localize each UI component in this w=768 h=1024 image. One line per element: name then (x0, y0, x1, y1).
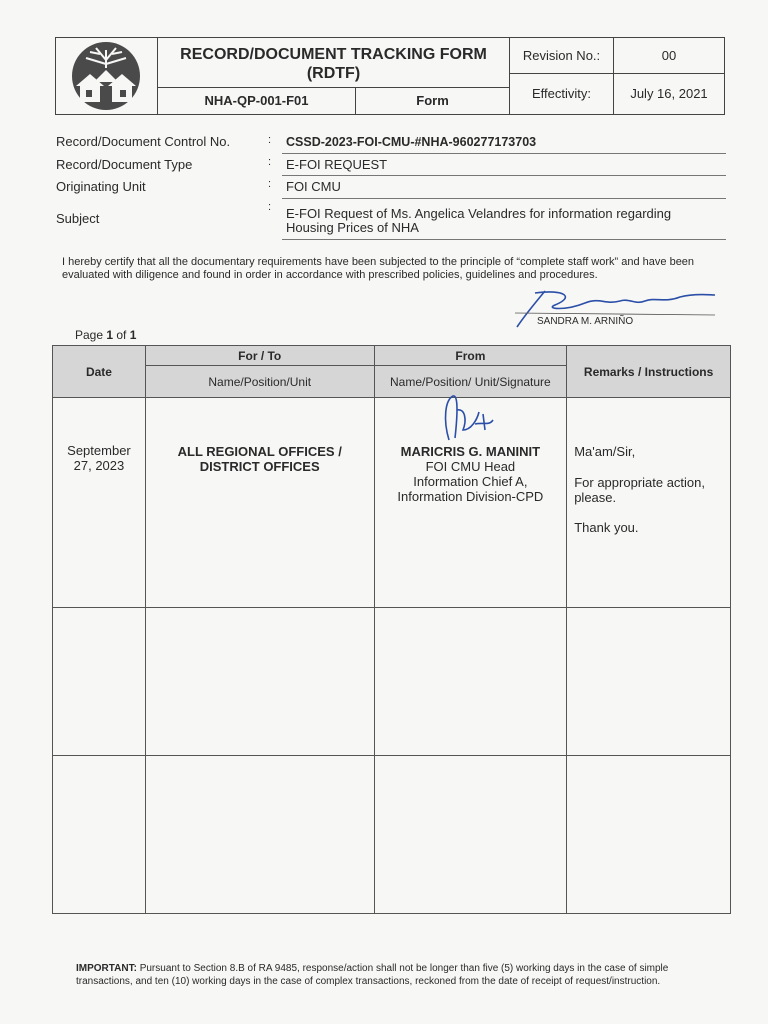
header-for-to: For / To (145, 346, 374, 366)
colon: : (268, 201, 272, 213)
table-row-empty (53, 756, 731, 914)
unit-label: Originating Unit (56, 179, 146, 194)
type-label: Record/Document Type (56, 157, 193, 172)
empty-cell (145, 756, 374, 914)
row-from (374, 398, 567, 608)
signature-arnino (505, 283, 720, 338)
from-line-4: Information Division-CPD (397, 489, 544, 504)
page-total: 1 (129, 328, 137, 342)
header-for-to-sub: Name/Position/Unit (145, 366, 374, 398)
remarks-line-2: For appropriate action, (574, 475, 705, 490)
remarks-line-4: Thank you. (574, 520, 639, 535)
empty-cell (145, 608, 374, 756)
empty-cell (374, 608, 567, 756)
row-to (145, 398, 374, 608)
form-code: NHA-QP-001-F01 (158, 88, 356, 114)
underline (282, 153, 726, 154)
colon: : (268, 156, 272, 168)
empty-cell (53, 608, 146, 756)
header-from-sub: Name/Position/ Unit/Signature (374, 366, 567, 398)
unit-value: FOI CMU (286, 179, 341, 194)
underline (282, 175, 726, 176)
row-date (53, 398, 146, 608)
certification-text: I hereby certify that all the documentary requirements have been subjected to the principle of “complete staff work” and have been evaluated with diligence and found in order in accordance with prescribed policies, guidelines and procedures. (62, 256, 695, 281)
effectivity-label: Effectivity: (510, 74, 614, 114)
date-line-2: 27, 2023 (73, 458, 125, 473)
to-line-2: DISTRICT OFFICES (199, 459, 320, 474)
row-remarks (567, 398, 731, 608)
empty-cell (567, 756, 731, 914)
type-value: E-FOI REQUEST (286, 157, 388, 172)
page-of: of (113, 328, 130, 342)
page-indicator (75, 328, 136, 342)
subject-line-1: E-FOI Request of Ms. Angelica Velandres for information regarding (286, 206, 672, 221)
remarks-line-3: please. (574, 490, 617, 505)
form-title (158, 38, 510, 88)
underline (282, 239, 726, 240)
revision-value: 00 (614, 38, 724, 74)
control-no-label: Record/Document Control No. (56, 134, 231, 149)
effectivity-value: July 16, 2021 (630, 86, 708, 101)
control-no-value: CSSD-2023-FOI-CMU-#NHA-960277173703 (286, 135, 537, 149)
colon: : (268, 134, 272, 146)
from-name: MARICRIS G. MANINIT (400, 444, 541, 459)
subject-label: Subject (56, 211, 100, 226)
header-date: Date (53, 346, 146, 398)
tracking-table (52, 345, 731, 914)
header-remarks: Remarks / Instructions (567, 346, 731, 398)
date-line-1: September (67, 443, 131, 458)
empty-cell (53, 756, 146, 914)
form-title-text: RECORD/DOCUMENT TRACKING FORM (RDTF) (180, 46, 487, 82)
signature-maninit (435, 390, 505, 450)
empty-cell (374, 756, 567, 914)
colon: : (268, 178, 272, 190)
from-line-2: FOI CMU Head (425, 459, 516, 474)
empty-cell (567, 608, 731, 756)
page-prefix: Page (75, 328, 107, 342)
table-row-empty (53, 608, 731, 756)
revision-label: Revision No.: (510, 38, 614, 74)
table-row (53, 398, 731, 608)
form-label: Form (356, 88, 510, 114)
header-from: From (374, 346, 567, 366)
subject-line-2: Housing Prices of NHA (286, 220, 419, 235)
signatory-name: SANDRA M. ARNIÑO (537, 316, 634, 327)
important-label: IMPORTANT: (76, 963, 137, 974)
underline (282, 198, 726, 199)
remarks-line-1: Ma'am/Sir, (574, 444, 636, 459)
important-note (76, 962, 712, 988)
from-line-3: Information Chief A, (413, 474, 528, 489)
important-text: Pursuant to Section 8.B of RA 9485, response/action shall not be longer than five (5) working days in the case of simple transactions, and ten (10) working days in the case of complex transactions, reckoned from the date of receipt of request/instruction. (76, 963, 669, 987)
to-line-1: ALL REGIONAL OFFICES / (177, 444, 342, 459)
nha-logo (56, 38, 158, 114)
page-current: 1 (106, 328, 114, 342)
form-header (55, 37, 725, 115)
